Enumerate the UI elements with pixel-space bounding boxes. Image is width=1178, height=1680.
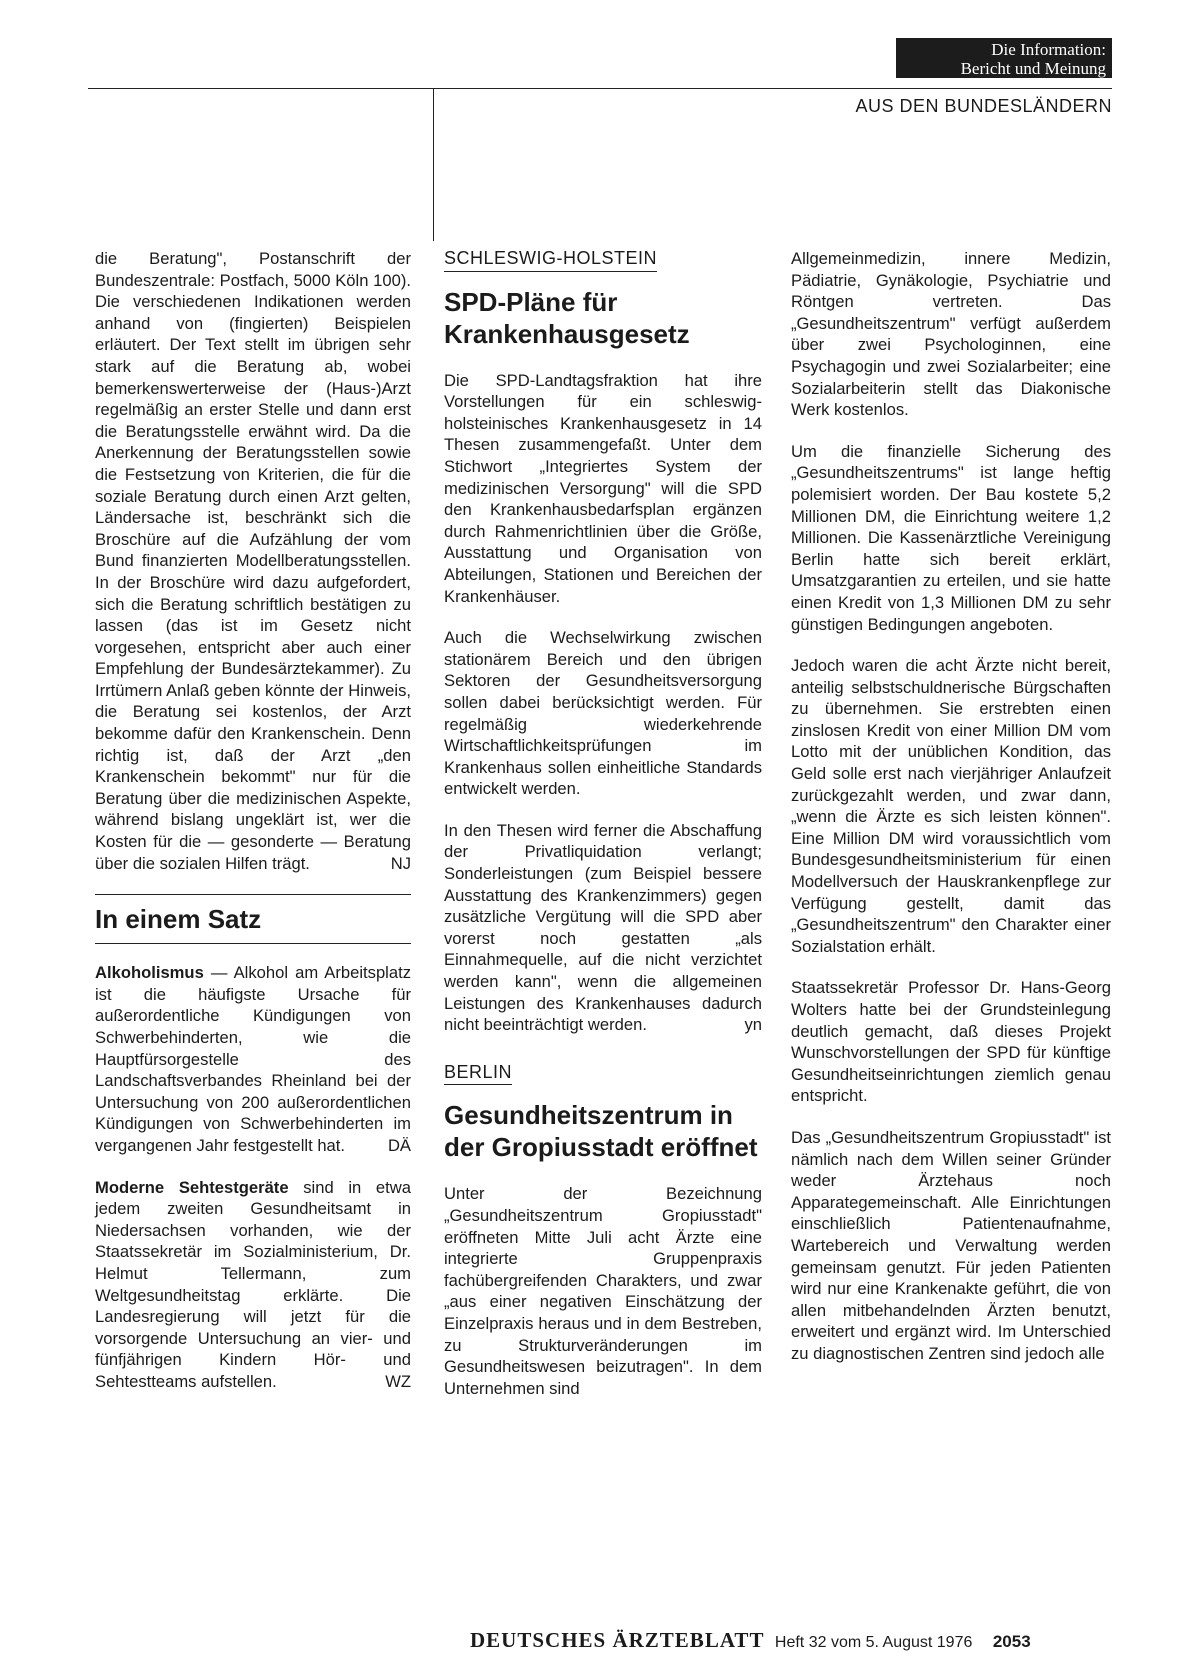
region-kicker: BERLIN <box>444 1062 512 1086</box>
paragraph-text: Staatssekretär Professor Dr. Hans-Georg Wolters hatte bei der Grundsteinlegung deutlich gemacht, daß dieses Projekt Wunschvorstellungen der SPD für künftige Gesundheitseinrichtungen ziemlich genau entspricht. <box>791 978 1111 1106</box>
masthead: DEUTSCHES ÄRZTEBLATT <box>470 1628 765 1652</box>
brief-keyword: Alkoholismus <box>95 963 204 983</box>
header-rule <box>88 88 1112 89</box>
page-number: 2053 <box>992 1632 1031 1651</box>
author-initials: WZ <box>385 1371 411 1391</box>
column-middle <box>444 248 762 1419</box>
brief-alkoholismus <box>95 962 411 1156</box>
paragraph-text: Die SPD-Landtagsfraktion hat ihre Vorstellungen für ein schleswig-holsteinisches Krankenhausgesetz in 14 Thesen zusammengefaßt. Unter dem Stichwort „Integriertes System der medizinischen Versorgung" will die SPD den Krankenhausbedarfsplan ergänzen durch Rahmenrichtlinien über die Größe, Ausstattung und Organisation von Abteilungen, Stationen und Bereichen der Krankenhäuser. <box>444 370 762 606</box>
paragraph-text: In den Thesen wird ferner die Abschaffung der Privatliquidation verlangt; Sonderleistungen (zum Beispiel bessere Ausstattung des Krankenzimmers) gegen zusätzliche Vergütung will die SPD aber vorerst noch gestatten „als Einnahmequelle, auf die nicht verzichtet werden kann", wenn die allgemeinen Leistungen des Krankenhauses dadurch nicht beeinträchtigt werden. <box>444 820 762 1035</box>
brief-keyword: Moderne Sehtestgeräte <box>95 1177 289 1197</box>
paragraph-text: Das „Gesundheitszentrum Gropiusstadt" ist nämlich nach dem Willen seiner Gründer weder Ärztehaus noch Apparategemeinschaft. Alle Einrichtungen einschließlich Patientenaufnahme, Wartebereich und Verwaltung werden gemeinsam genutzt. Für jeden Patienten wird nur eine Krankenakte geführt, die von allen mitbehandelnden Ärzten benutzt, erweitert und ergänzt wird. Im Unterschied zu diagnostischen Zentren sind jedoch alle <box>791 1127 1111 1363</box>
issue-info: Heft 32 vom 5. August 1976 <box>774 1634 973 1651</box>
section-badge <box>896 38 1112 78</box>
header-column-divider <box>433 89 434 241</box>
section-title: AUS DEN BUNDESLÄNDERN <box>855 96 1112 116</box>
paragraph-text: die Beratung", Postanschrift der Bundeszentrale: Postfach, 5000 Köln 100). Die verschiedenen Indikationen werden anhand von (fingierten) Beispielen erläutert. Der Text stellt im übrigen sehr stark auf die Beratung ab, wobei bemerkenswerterweise der (Haus-)Arzt regelmäßig an erster Stelle und dann erst die Beratungsstelle erwähnt wird. Da die Anerkennung der Beratungsstellen sowie die Festsetzung von Kriterien, die für die soziale Beratung durch einen Arzt gelten, Ländersache ist, beschränkt sich die Broschüre auf die Aufzählung der vom Bund finanzierten Modellberatungsstellen. In der Broschüre wird dazu aufgefordert, sich die Beratung schriftlich bestätigen zu lassen (das ist im Gesetz nicht vorgesehen, entspricht aber auch einer Empfehlung der Bundesärztekammer). Zu Irrtümern Anlaß geben könnte der Hinweis, die Beratung sei kostenlos, der Arzt bekomme dafür den Krankenschein. Denn richtig ist, daß der Arzt „den Krankenschein bekommt" nur für die Beratung über die medizinischen Aspekte, während bislang ungeklärt ist, wer die Kosten für die — gesonderte — Beratung über die sozialen Hilfen trägt. <box>95 249 411 873</box>
author-initials: DÄ <box>387 1135 411 1155</box>
paragraph-text: Allgemeinmedizin, innere Medizin, Pädiatrie, Gynäkologie, Psychiatrie und Röntgen vertreten. Das „Gesundheitszentrum" verfügt außerdem über zwei Psychologinnen, eine Psychagogin und zwei Sozialarbeiter; eine Sozialarbeiterin stellt das Diakonische Werk kostenlos. <box>791 249 1111 420</box>
badge-line-2: Bericht und Meinung <box>960 59 1106 78</box>
paragraph-text: Um die finanzielle Sicherung des „Gesundheitszentrums" ist lange heftig polemisiert worden. Der Bau kostete 5,2 Millionen DM, die Einrichtung weitere 1,2 Millionen. Die Kassenärztliche Vereinigung Berlin hatte sich bereit erklärt, Umsatzgarantien zu erteilen, und sie hatte einen Kredit von 1,3 Millionen DM zu sehr günstigen Bedingungen angeboten. <box>791 441 1111 634</box>
region-kicker: SCHLESWIG-HOLSTEIN <box>444 248 657 272</box>
section-heading-in-einem-satz: In einem Satz <box>95 904 262 935</box>
column-left <box>95 248 411 1413</box>
paragraph-text: Unter der Bezeichnung „Gesundheitszentrum Gropiusstadt" eröffneten Mitte Juli acht Ärzte eine integrierte Gruppenpraxis fachübergreifenden Charakters, und zwar „aus einer negativen Einschätzung der Einzelpraxis heraus und in dem Bestreben, zu Strukturveränderungen im Gesundheitswesen beizutragen". In dem Unternehmen sind <box>444 1184 762 1398</box>
article-continuation <box>95 248 411 874</box>
paragraph-text: Auch die Wechselwirkung zwischen stationärem Bereich und den übrigen Sektoren der Gesundheitsversorgung sollen dabei berücksichtigt werden. Für regelmäßig wiederkehrende Wirtschaftlichkeitsprüfungen im Krankenhaus sollen einheitliche Standards entwickelt werden. <box>444 628 762 799</box>
brief-text: sind in etwa jedem zweiten Gesundheitsamt in Niedersachsen vorhanden, wie der Staatssekretär im Sozialministerium, Dr. Helmut Tellermann, zum Weltgesundheitstag erklärte. Die Landesregierung will jetzt für die vorsorgende Untersuchung an vier- und fünfjährigen Kindern Hör- und Sehtestteams aufstellen. <box>95 1177 411 1391</box>
author-initials: NJ <box>390 853 411 873</box>
brief-sehtestgeraete <box>95 1177 411 1393</box>
section-rule-bottom <box>95 943 411 944</box>
brief-text: — Alkohol am Arbeitsplatz ist die häufigste Ursache für außerordentliche Kündigungen von Schwerbehinderten, wie die Hauptfürsorgestelle des Landschaftsverbandes Rheinland bei der Untersuchung von 200 außerordentlichen Kündigungen von Schwerbehinderten im vergangenen Jahr festgestellt hat. <box>95 963 411 1155</box>
column-right <box>791 248 1111 1385</box>
section-rule-top <box>95 894 411 895</box>
page-footer <box>470 1628 1031 1653</box>
article-headline: SPD-Pläne für Krankenhausgesetz <box>444 286 690 349</box>
author-initials: yn <box>744 1015 762 1035</box>
article-headline: Gesundheitszentrum in der Gropiusstadt eröffnet <box>444 1100 758 1163</box>
paragraph-with-signature <box>444 820 762 1036</box>
badge-line-1: Die Information: <box>991 40 1106 59</box>
paragraph-text: Jedoch waren die acht Ärzte nicht bereit, anteilig selbstschuldnerische Bürgschaften zu übernehmen. Sie erstrebten einen zinslosen Kredit von einer Million DM vom Lotto mit der unüblichen Kondition, das Geld solle erst nach vierjähriger Anlaufzeit zurückgezahlt werden, und zwar dann, „wenn die Ärzte es sich leisten können". Eine Million DM wird voraussichtlich vom Bundesgesundheitsministerium für einen Modellversuch der Hauskrankenpflege zur Verfügung gestellt, damit das „Gesundheitszentrum" den Charakter einer Sozialstation erhält. <box>791 656 1111 956</box>
